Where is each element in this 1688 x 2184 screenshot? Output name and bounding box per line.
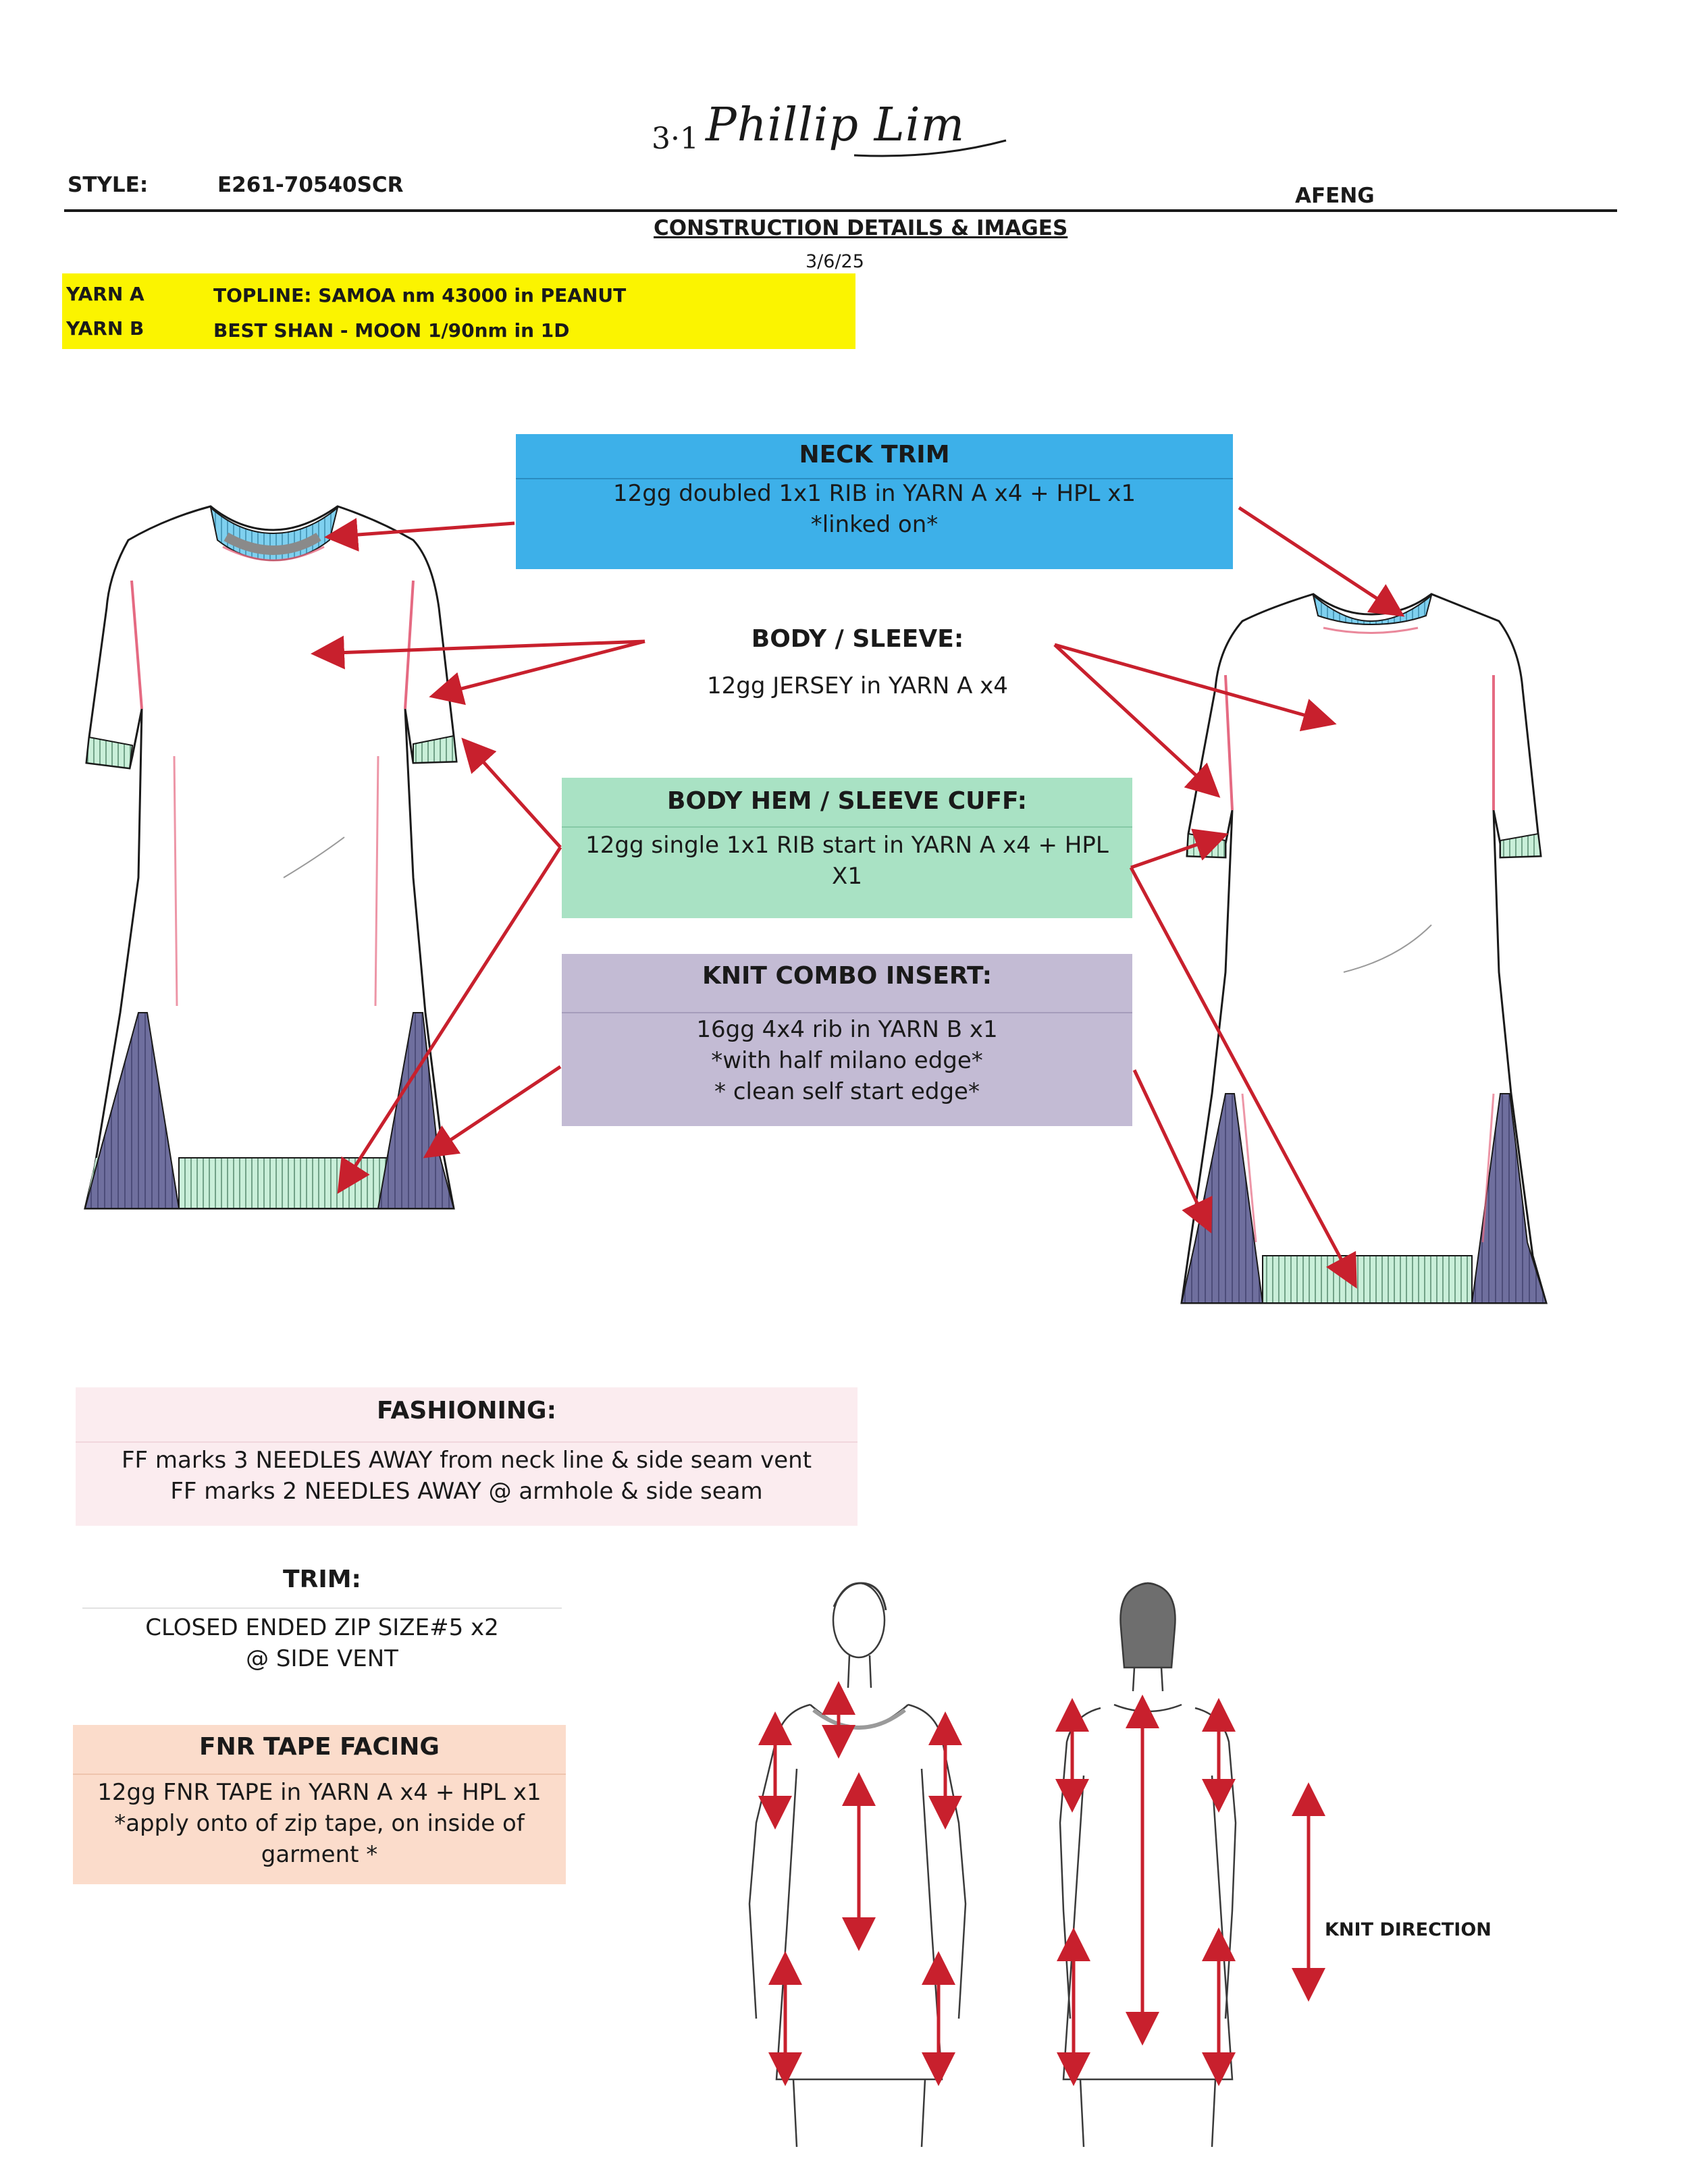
- figure-back-sketch: [1060, 1583, 1236, 2147]
- fnr-tape-line3: garment *: [261, 1841, 378, 1868]
- style-label: STYLE:: [68, 173, 149, 197]
- hem-cuff-title: BODY HEM / SLEEVE CUFF:: [667, 787, 1027, 815]
- knit-direction-label: KNIT DIRECTION: [1325, 1919, 1492, 1940]
- combo-insert-line1: 16gg 4x4 rib in YARN B x1: [696, 1016, 998, 1043]
- trim-line1: CLOSED ENDED ZIP SIZE#5 x2: [145, 1614, 499, 1641]
- yarn-a-label: YARN A: [66, 283, 144, 305]
- trim-line2: @ SIDE VENT: [246, 1645, 398, 1672]
- hem-cuff-line2: X1: [832, 863, 862, 890]
- front-flat-sketch: [85, 506, 456, 1208]
- yarn-b-value: BEST SHAN - MOON 1/90nm in 1D: [213, 319, 570, 342]
- designer-name: AFENG: [1295, 184, 1375, 208]
- style-value: E261-70540SCR: [217, 173, 404, 197]
- trim-title: TRIM:: [283, 1566, 361, 1593]
- document-date: 3/6/25: [806, 251, 864, 272]
- neck-trim-line2: *linked on*: [810, 511, 939, 538]
- fnr-tape-line2: *apply onto of zip tape, on inside of: [114, 1810, 525, 1837]
- neck-trim-line1: 12gg doubled 1x1 RIB in YARN A x4 + HPL x1: [612, 480, 1136, 507]
- combo-insert-line3: * clean self start edge*: [714, 1078, 980, 1105]
- fnr-tape-title: FNR TAPE FACING: [199, 1733, 440, 1761]
- hem-cuff-line1: 12gg single 1x1 RIB start in YARN A x4 + HPL: [585, 832, 1109, 859]
- fashioning-line2: FF marks 2 NEEDLES AWAY @ armhole & side seam: [170, 1478, 763, 1505]
- fashioning-title: FASHIONING:: [377, 1397, 556, 1424]
- yarn-a-value: TOPLINE: SAMOA nm 43000 in PEANUT: [213, 284, 627, 307]
- back-flat-sketch: [1182, 594, 1546, 1303]
- combo-insert-line2: *with half milano edge*: [711, 1047, 983, 1074]
- body-sleeve-line1: 12gg JERSEY in YARN A x4: [707, 672, 1008, 699]
- fnr-tape-line1: 12gg FNR TAPE in YARN A x4 + HPL x1: [97, 1779, 542, 1806]
- neck-trim-title: NECK TRIM: [799, 441, 950, 469]
- yarn-b-label: YARN B: [66, 317, 144, 340]
- body-sleeve-title: BODY / SLEEVE:: [751, 625, 964, 653]
- brand-number: 3·1: [652, 122, 699, 156]
- fashioning-line1: FF marks 3 NEEDLES AWAY from neck line & side seam vent: [121, 1447, 812, 1474]
- section-title: CONSTRUCTION DETAILS & IMAGES: [654, 216, 1068, 240]
- brand-name: Phillip Lim: [706, 99, 966, 152]
- combo-insert-title: KNIT COMBO INSERT:: [702, 962, 993, 990]
